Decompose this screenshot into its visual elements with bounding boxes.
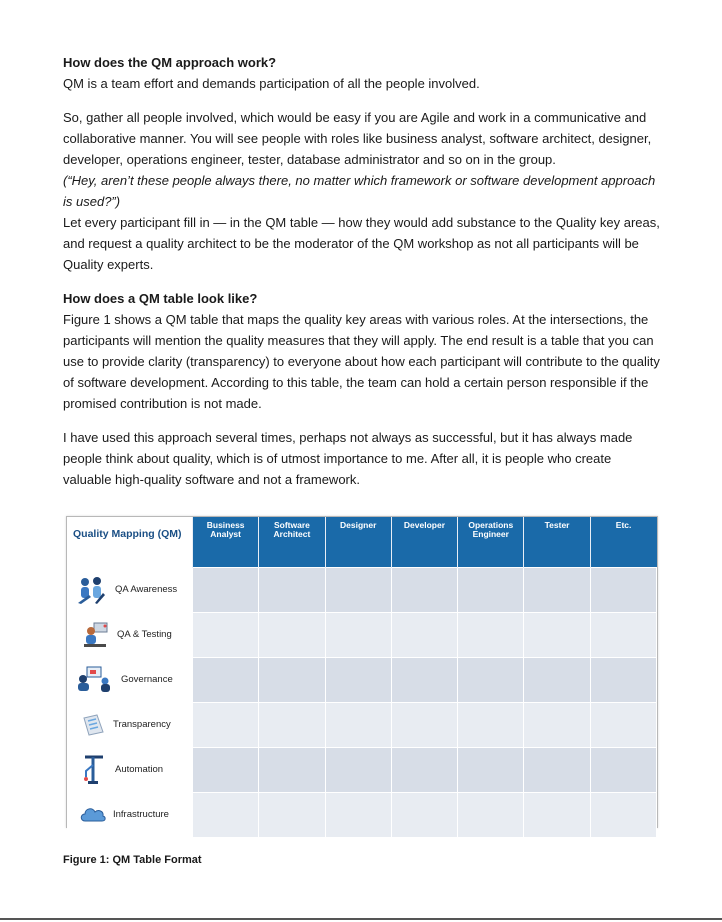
column-header: Operations Engineer (458, 517, 524, 567)
row-header (67, 567, 193, 612)
table-cell (458, 657, 524, 702)
document-body (63, 52, 663, 490)
table-row (67, 567, 657, 612)
paragraph-participants: So, gather all people involved, which would be easy if you are Agile and work in a communicative and collaborative manner. You will see people with roles like business analyst, software architect, designer, developer, operations engineer, tester, database administrator and so on in the group. (63, 110, 652, 167)
table-cell (391, 792, 457, 837)
table-cell (193, 657, 259, 702)
table-cell (259, 567, 325, 612)
table-cell (193, 747, 259, 792)
section-heading-table: How does a QM table look like? (63, 291, 258, 306)
table-row (67, 657, 657, 702)
table-row (67, 612, 657, 657)
table-cell (259, 792, 325, 837)
table-cell (458, 612, 524, 657)
table-cell (193, 702, 259, 747)
paragraph-quote: (“Hey, aren’t these people always there, no matter which framework or software development approach is used?”) (63, 173, 656, 209)
header-row (67, 517, 657, 567)
column-header: Software Architect (259, 517, 325, 567)
table-cell (325, 612, 391, 657)
table-cell (590, 612, 656, 657)
robot-arm-icon (79, 753, 109, 787)
table-cell (193, 792, 259, 837)
column-header: Business Analyst (193, 517, 259, 567)
table-row (67, 747, 657, 792)
row-header (67, 702, 193, 747)
page-bottom-divider (0, 918, 722, 920)
table-cell (590, 657, 656, 702)
governance-icon (75, 665, 115, 695)
table-cell (325, 657, 391, 702)
table-cell (590, 792, 656, 837)
row-header (67, 657, 193, 702)
paragraph-figure: Figure 1 shows a QM table that maps the quality key areas with various roles. At the intersections, the participants will mention the quality measures that they will apply. The end result is a table that you can use to provide clarity (transparency) to everyone about how each participant will contribute to the quality of software development. According to this table, the team can hold a certain person responsible if the promised contribution is not made. (63, 312, 660, 411)
table-cell (325, 747, 391, 792)
row-label: Infrastructure (113, 809, 169, 820)
table-cell (524, 567, 590, 612)
figure-caption: Figure 1: QM Table Format (63, 854, 202, 866)
table-cell (325, 567, 391, 612)
row-label: Automation (115, 764, 164, 775)
people-icon (75, 573, 109, 607)
row-header (67, 792, 193, 837)
tester-icon (81, 620, 111, 650)
table-cell (590, 567, 656, 612)
row-label: Transparency (113, 719, 171, 730)
table-cell (259, 612, 325, 657)
column-header: Developer (391, 517, 457, 567)
table-cell (458, 702, 524, 747)
table-cell (590, 747, 656, 792)
column-header: Designer (325, 517, 391, 567)
qm-table-figure (66, 516, 658, 828)
cloud-icon (79, 803, 107, 827)
table-cell (259, 747, 325, 792)
row-label: QA Awareness (115, 584, 178, 595)
table-cell (259, 657, 325, 702)
table-cell (391, 657, 457, 702)
section-heading-approach: How does the QM approach work? (63, 55, 277, 70)
paragraph-fill-in: Let every participant fill in — in the QM table — how they would add substance to the Quality key areas, and request a quality architect to be the moderator of the QM workshop as not all participants will be Quality experts. (63, 215, 660, 272)
table-cell (458, 567, 524, 612)
table-cell (259, 702, 325, 747)
table-cell (524, 702, 590, 747)
row-label: QA & Testing (117, 629, 172, 640)
table-row (67, 702, 657, 747)
table-cell (458, 747, 524, 792)
table-cell (524, 792, 590, 837)
table-cell (325, 702, 391, 747)
table-cell (458, 792, 524, 837)
table-cell (193, 567, 259, 612)
transparency-icon (81, 712, 107, 738)
row-label: Governance (121, 674, 173, 685)
table-cell (391, 612, 457, 657)
row-header (67, 612, 193, 657)
table-cell (391, 747, 457, 792)
table-row (67, 792, 657, 837)
table-cell (325, 792, 391, 837)
column-header: Tester (524, 517, 590, 567)
qm-table (67, 517, 657, 838)
table-cell (524, 747, 590, 792)
column-header: Etc. (590, 517, 656, 567)
table-cell (590, 702, 656, 747)
table-cell (524, 612, 590, 657)
intro-text: QM is a team effort and demands participation of all the people involved. (63, 76, 480, 91)
table-cell (193, 612, 259, 657)
table-corner-title: Quality Mapping (QM) (67, 517, 193, 567)
paragraph-experience: I have used this approach several times, perhaps not always as successful, but it has always made people think about quality, which is of utmost importance to me. After all, it is people who create valuable high-quality software and not a framework. (63, 430, 633, 487)
table-cell (391, 702, 457, 747)
row-header (67, 747, 193, 792)
table-cell (524, 657, 590, 702)
table-cell (391, 567, 457, 612)
